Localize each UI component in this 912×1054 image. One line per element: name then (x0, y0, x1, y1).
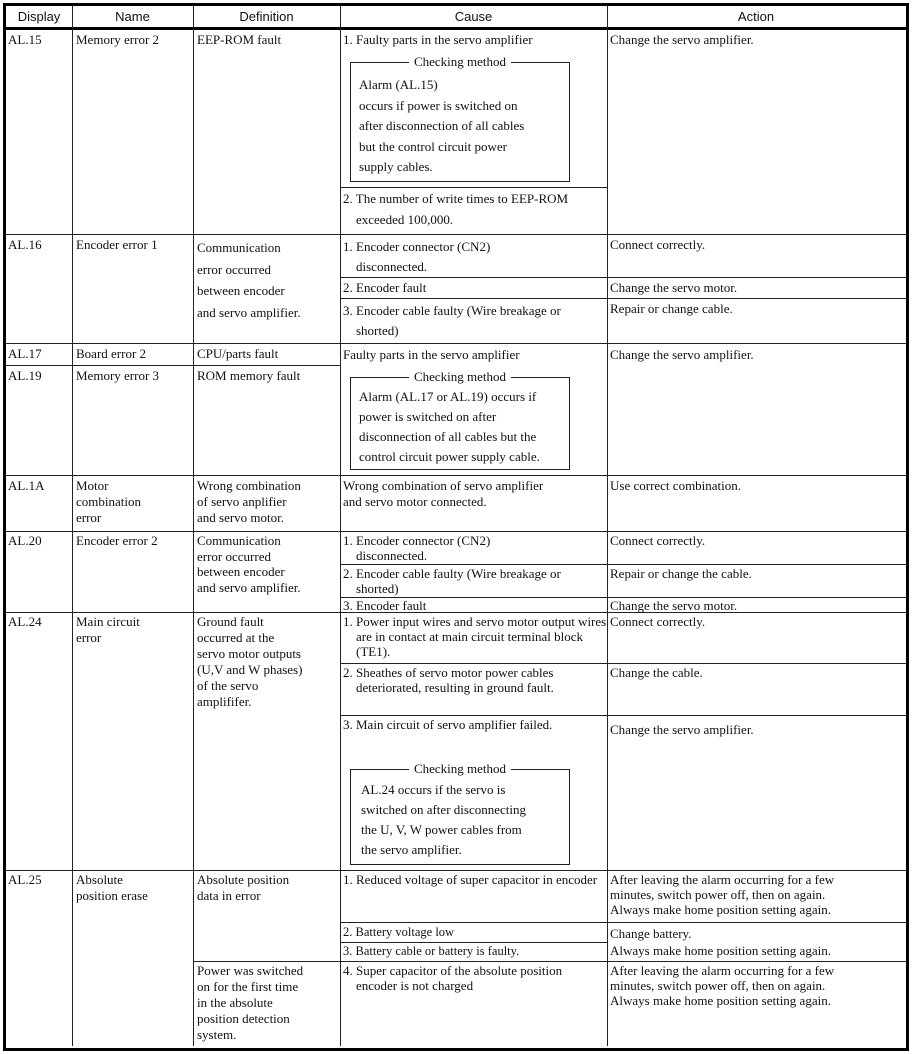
checking-method-box (350, 369, 570, 470)
row-divider (6, 343, 906, 344)
col-divider-cause (607, 6, 608, 1046)
header-name: Name (115, 9, 150, 24)
alarm-code: AL.19 (8, 368, 42, 383)
alarm-definition: Communication error occurred between encoder and servo amplifier. (197, 533, 301, 595)
checking-method-box (350, 761, 570, 865)
action-text: After leaving the alarm occurring for a few minutes, switch power off, then on again. Always make home position setting again. (610, 963, 835, 1008)
action-text: Change the cable. (610, 665, 703, 680)
checking-method-title: Checking method (409, 761, 511, 776)
checking-method-text: Alarm (AL.17 or AL.19) occurs if power is switched on after disconnection of all cables but the control circuit power supply cable. (359, 389, 540, 464)
alarm-name: Main circuit error (76, 614, 140, 645)
alarm-definition: EEP-ROM fault (197, 32, 282, 47)
alarm-name: Motor combination error (76, 478, 141, 525)
subrow-divider (340, 922, 906, 923)
header-cause: Cause (454, 9, 493, 24)
row-divider (6, 475, 906, 476)
action-text: Change the servo amplifier. (610, 347, 754, 362)
row-divider (6, 612, 906, 613)
alarm-code: AL.17 (8, 346, 42, 361)
subrow-divider (340, 715, 906, 716)
cause-item: 3. Encoder fault (343, 598, 427, 613)
row-divider (6, 234, 906, 235)
cause-item: 2. Battery voltage low (343, 925, 455, 939)
header-display: Display (17, 9, 61, 24)
cause-item: 1. Reduced voltage of super capacitor in encoder (343, 872, 598, 887)
alarm-definition: ROM memory fault (197, 368, 301, 383)
action-text: Change battery. Always make home position setting again. (610, 926, 831, 958)
cause-item: 2. The number of write times to EEP-ROM exceeded 100,000. (343, 191, 572, 227)
cause-item: 3. Battery cable or battery is faulty. (343, 944, 520, 958)
cause-item: Faulty parts in the servo amplifier (343, 347, 520, 362)
alarm-definition: Ground fault occurred at the servo motor outputs (U,V and W phases) of the servo amplififer. (197, 614, 303, 709)
cause-item: 3. Encoder cable faulty (Wire breakage or shorted) (343, 303, 565, 338)
checking-method-text: AL.24 occurs if the servo is switched on after disconnecting the U, V, W power cables from the servo amplifier. (361, 782, 526, 857)
cause-item: 1. Power input wires and servo motor output wires are in contact at main circuit terminal block (TE1). (343, 614, 610, 659)
alarm-code: AL.20 (8, 533, 42, 548)
alarm-name: Memory error 2 (76, 32, 160, 47)
alarm-definition: Communication error occurred between encoder and servo amplifier. (197, 240, 301, 320)
col-divider-name (193, 6, 194, 1046)
cause-item: 1. Faulty parts in the servo amplifier (343, 32, 533, 47)
cause-item: 1. Encoder connector (CN2) disconnected. (343, 239, 494, 274)
alarm-name: Encoder error 2 (76, 533, 158, 548)
subrow-divider (6, 365, 340, 366)
row-divider (6, 870, 906, 871)
alarm-definition: Power was switched on for the first time in the absolute position detection system. (197, 963, 304, 1042)
subrow-divider (340, 187, 607, 188)
cause-item: 4. Super capacitor of the absolute position encoder is not charged (343, 963, 566, 993)
alarm-definition: Absolute position data in error (197, 872, 290, 903)
cause-item: 1. Encoder connector (CN2) disconnected. (343, 533, 494, 563)
alarm-code: AL.16 (8, 237, 42, 252)
alarm-code: AL.25 (8, 872, 42, 887)
subrow-divider (340, 564, 906, 565)
cause-item: 2. Encoder cable faulty (Wire breakage or shorted) (343, 566, 565, 596)
subrow-divider (340, 298, 906, 299)
action-text: After leaving the alarm occurring for a few minutes, switch power off, then on again. Always make home position setting again. (610, 872, 835, 917)
cause-item: 3. Main circuit of servo amplifier failed. (343, 717, 553, 732)
action-text: Connect correctly. (610, 614, 706, 629)
action-text: Connect correctly. (610, 237, 706, 252)
col-divider-definition (340, 6, 341, 1046)
subrow-divider (340, 663, 906, 664)
action-text: Repair or change the cable. (610, 566, 752, 581)
alarm-name: Board error 2 (76, 346, 147, 361)
action-text: Change the servo amplifier. (610, 32, 754, 47)
action-text: Change the servo motor. (610, 280, 738, 295)
alarm-code: AL.24 (8, 614, 42, 629)
checking-method-text: Alarm (AL.15) occurs if power is switched on after disconnection of all cables but the control circuit power supply cables. (359, 77, 525, 174)
header-definition: Definition (239, 9, 294, 24)
header-divider (4, 27, 907, 30)
alarm-name: Absolute position erase (76, 872, 148, 903)
checking-method-title: Checking method (409, 54, 511, 69)
checking-method-box (350, 54, 570, 182)
subrow-divider (340, 277, 906, 278)
col-divider-display (72, 6, 73, 1046)
action-text: Connect correctly. (610, 533, 706, 548)
action-text: Change the servo motor. (610, 598, 738, 613)
header-action: Action (737, 9, 775, 24)
alarm-name: Memory error 3 (76, 368, 160, 383)
subrow-divider (193, 961, 906, 962)
action-text: Change the servo amplifier. (610, 722, 754, 737)
alarm-definition: Wrong combination of servo anplifier and servo motor. (197, 478, 301, 525)
action-text: Repair or change cable. (610, 301, 733, 316)
row-divider (6, 531, 906, 532)
action-text: Use correct combination. (610, 478, 742, 493)
checking-method-title: Checking method (409, 369, 511, 384)
cause-item: 2. Encoder fault (343, 280, 427, 295)
subrow-divider (340, 942, 607, 943)
alarm-name: Encoder error 1 (76, 237, 158, 252)
alarm-code: AL.15 (8, 32, 42, 47)
alarm-definition: CPU/parts fault (197, 346, 279, 361)
cause-item: 2. Sheathes of servo motor power cables deteriorated, resulting in ground fault. (343, 665, 557, 695)
alarm-code: AL.1A (8, 478, 45, 493)
cause-item: Wrong combination of servo amplifier and servo motor connected. (343, 478, 544, 509)
